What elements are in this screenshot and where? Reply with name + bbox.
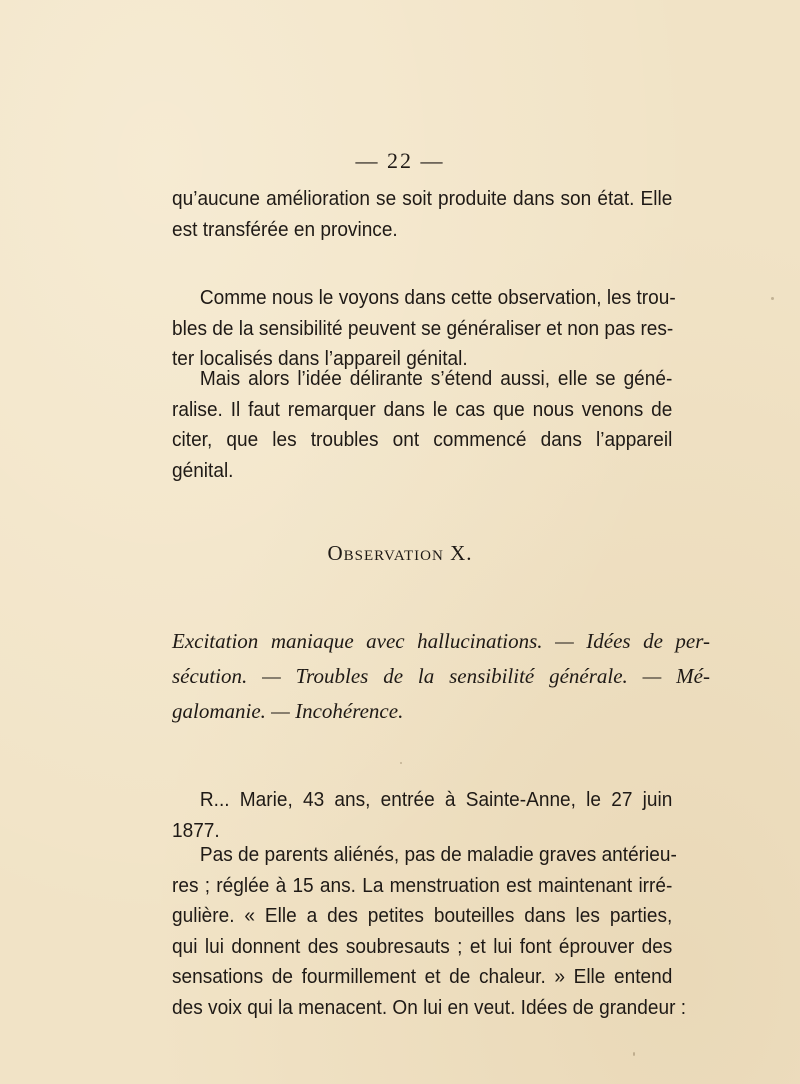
subtitle-line: Excitation maniaque avec hallucinations. — Idées de per-: [172, 629, 710, 653]
text-line: génital.: [172, 458, 234, 482]
paragraph: [172, 785, 672, 846]
text-line: qui lui donnent des soubresauts ; et lui font éprouver des: [172, 934, 673, 958]
text-line: R... Marie, 43 ans, entrée à Sainte-Anne, le 27 juin: [199, 788, 673, 811]
text-line: sensations de fourmillement et de chaleur. » Elle entend: [172, 965, 673, 988]
section-subtitle: [172, 624, 710, 729]
paragraph: [172, 364, 672, 486]
section-heading: Observation X.: [327, 541, 473, 565]
text-line: bles de la sensibilité peuvent se généraliser et non pas res-: [172, 316, 674, 340]
paper-speck: [633, 1052, 635, 1056]
text-line: citer, que les troubles ont commencé dans l’appareil: [172, 428, 673, 451]
paragraph: [172, 283, 676, 375]
text-line: des voix qui la menacent. On lui en veut. Idées de grandeur :: [172, 995, 687, 1019]
paragraph: [172, 840, 687, 1023]
subtitle-line: galomanie. — Incohérence.: [172, 699, 404, 723]
paragraph-continuation: [172, 184, 672, 245]
page-number: — 22 —: [355, 148, 445, 173]
text-line: res ; réglée à 15 ans. La menstruation est maintenant irré-: [172, 873, 673, 897]
text-line: Comme nous le voyons dans cette observation, les trou-: [199, 286, 676, 309]
text-line: est transférée en province.: [172, 217, 398, 241]
text-line: Mais alors l’idée délirante s’étend aussi, elle se géné-: [199, 367, 673, 390]
text-line: ralise. Il faut remarquer dans le cas que nous venons de: [172, 397, 673, 421]
text-line: Pas de parents aliénés, pas de maladie graves antérieu-: [199, 843, 677, 866]
text-line: gulière. « Elle a des petites bouteilles dans les parties,: [172, 904, 673, 927]
paper-speck: [771, 297, 774, 300]
text-line: ter localisés dans l’appareil génital.: [172, 347, 468, 370]
text-line: qu’aucune amélioration se soit produite dans son état. Elle: [172, 187, 673, 210]
text-line: 1877.: [172, 818, 220, 842]
subtitle-line: sécution. — Troubles de la sensibilité générale. — Mé-: [172, 664, 710, 688]
paper-speck: [400, 762, 402, 764]
